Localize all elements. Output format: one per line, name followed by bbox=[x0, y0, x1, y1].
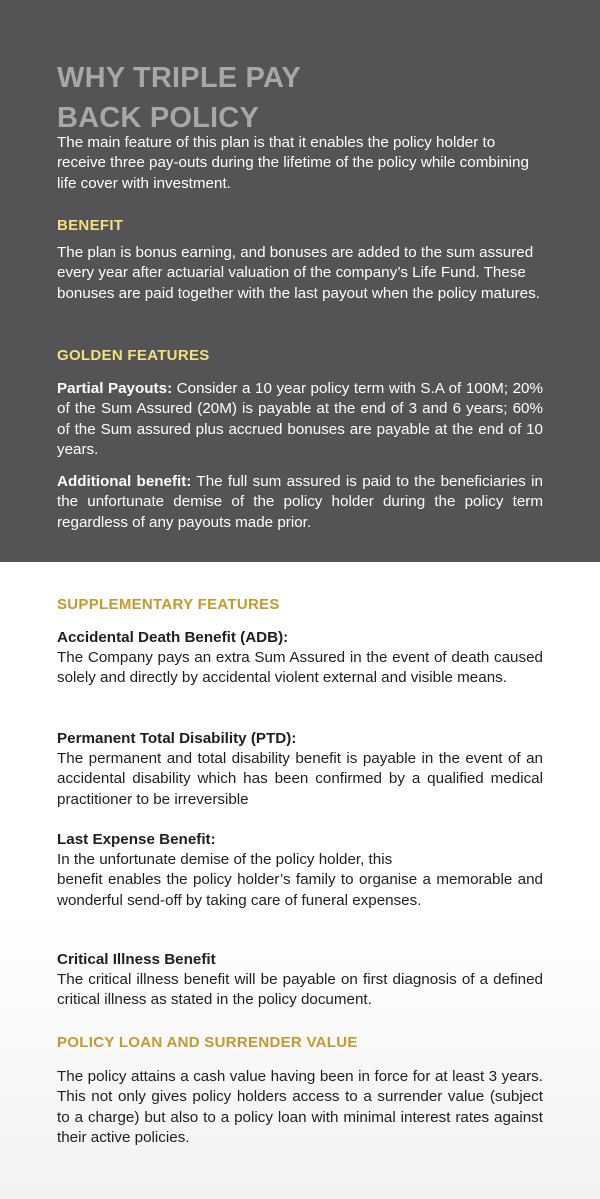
partial-payouts-label: Partial Payouts: bbox=[57, 380, 173, 397]
critical-illness-feature bbox=[57, 950, 543, 1011]
intro-text: The main feature of this plan is that it enables the policy holder to receive three pay-outs during the lifetime of the policy while combining life cover with investment. bbox=[57, 134, 529, 192]
adb-feature bbox=[57, 628, 543, 689]
additional-benefit-body: The full sum assured is paid to the beneficiaries in the unfortunate demise of the policy holder during the policy term regardless of any payouts made prior. bbox=[57, 473, 543, 531]
page-title bbox=[57, 58, 301, 138]
supplementary-heading: SUPPLEMENTARY FEATURES bbox=[57, 596, 280, 613]
partial-payouts-body: Consider a 10 year policy term with S.A of 100M; 20% of the Sum Assured (20M) is payable at the end of 3 and 6 years; 60% of the Sum assured plus accrued bonuses are payable at the end of 10 years. bbox=[57, 380, 543, 458]
partial-payouts-text bbox=[57, 379, 543, 460]
adb-text: The Company pays an extra Sum Assured in the event of death caused solely and directly by accidental violent external and visible means. bbox=[57, 649, 543, 687]
policy-loan-text: The policy attains a cash value having been in force for at least 3 years. This not only gives policy holders access to a surrender value (subject to a charge) but also to a policy loan with minimal interest rates against their active policies. bbox=[57, 1068, 543, 1146]
last-expense-feature bbox=[57, 830, 543, 911]
golden-features-heading: GOLDEN FEATURES bbox=[57, 347, 210, 364]
title-line-2: BACK POLICY bbox=[57, 102, 259, 134]
last-expense-text: benefit enables the policy holder’s family to organise a memorable and wonderful send-off by taking care of funeral expenses. bbox=[57, 871, 543, 909]
critical-illness-text: The critical illness benefit will be payable on first diagnosis of a defined critical illness as stated in the policy document. bbox=[57, 971, 543, 1009]
additional-benefit-label: Additional benefit: bbox=[57, 473, 192, 490]
adb-title: Accidental Death Benefit (ADB): bbox=[57, 629, 289, 646]
last-expense-first-line: In the unfortunate demise of the policy holder, this bbox=[57, 851, 393, 868]
last-expense-title: Last Expense Benefit: bbox=[57, 831, 216, 848]
critical-illness-title: Critical Illness Benefit bbox=[57, 951, 216, 968]
why-triple-pay-panel bbox=[0, 0, 600, 562]
supplementary-panel bbox=[0, 562, 600, 1199]
benefit-text: The plan is bonus earning, and bonuses are added to the sum assured every year after actuarial valuation of the company’s Life Fund. These bonuses are paid together with the last payout when the policy matures. bbox=[57, 244, 540, 302]
ptd-text: The permanent and total disability benefit is payable in the event of an accidental disability which has been confirmed by a qualified medical practitioner to be irreversible bbox=[57, 750, 543, 808]
policy-loan-heading: POLICY LOAN AND SURRENDER VALUE bbox=[57, 1034, 358, 1051]
title-line-1: WHY TRIPLE PAY bbox=[57, 62, 301, 94]
ptd-title: Permanent Total Disability (PTD): bbox=[57, 730, 297, 747]
benefit-heading: BENEFIT bbox=[57, 217, 124, 234]
ptd-feature bbox=[57, 729, 543, 810]
additional-benefit-text bbox=[57, 472, 543, 533]
